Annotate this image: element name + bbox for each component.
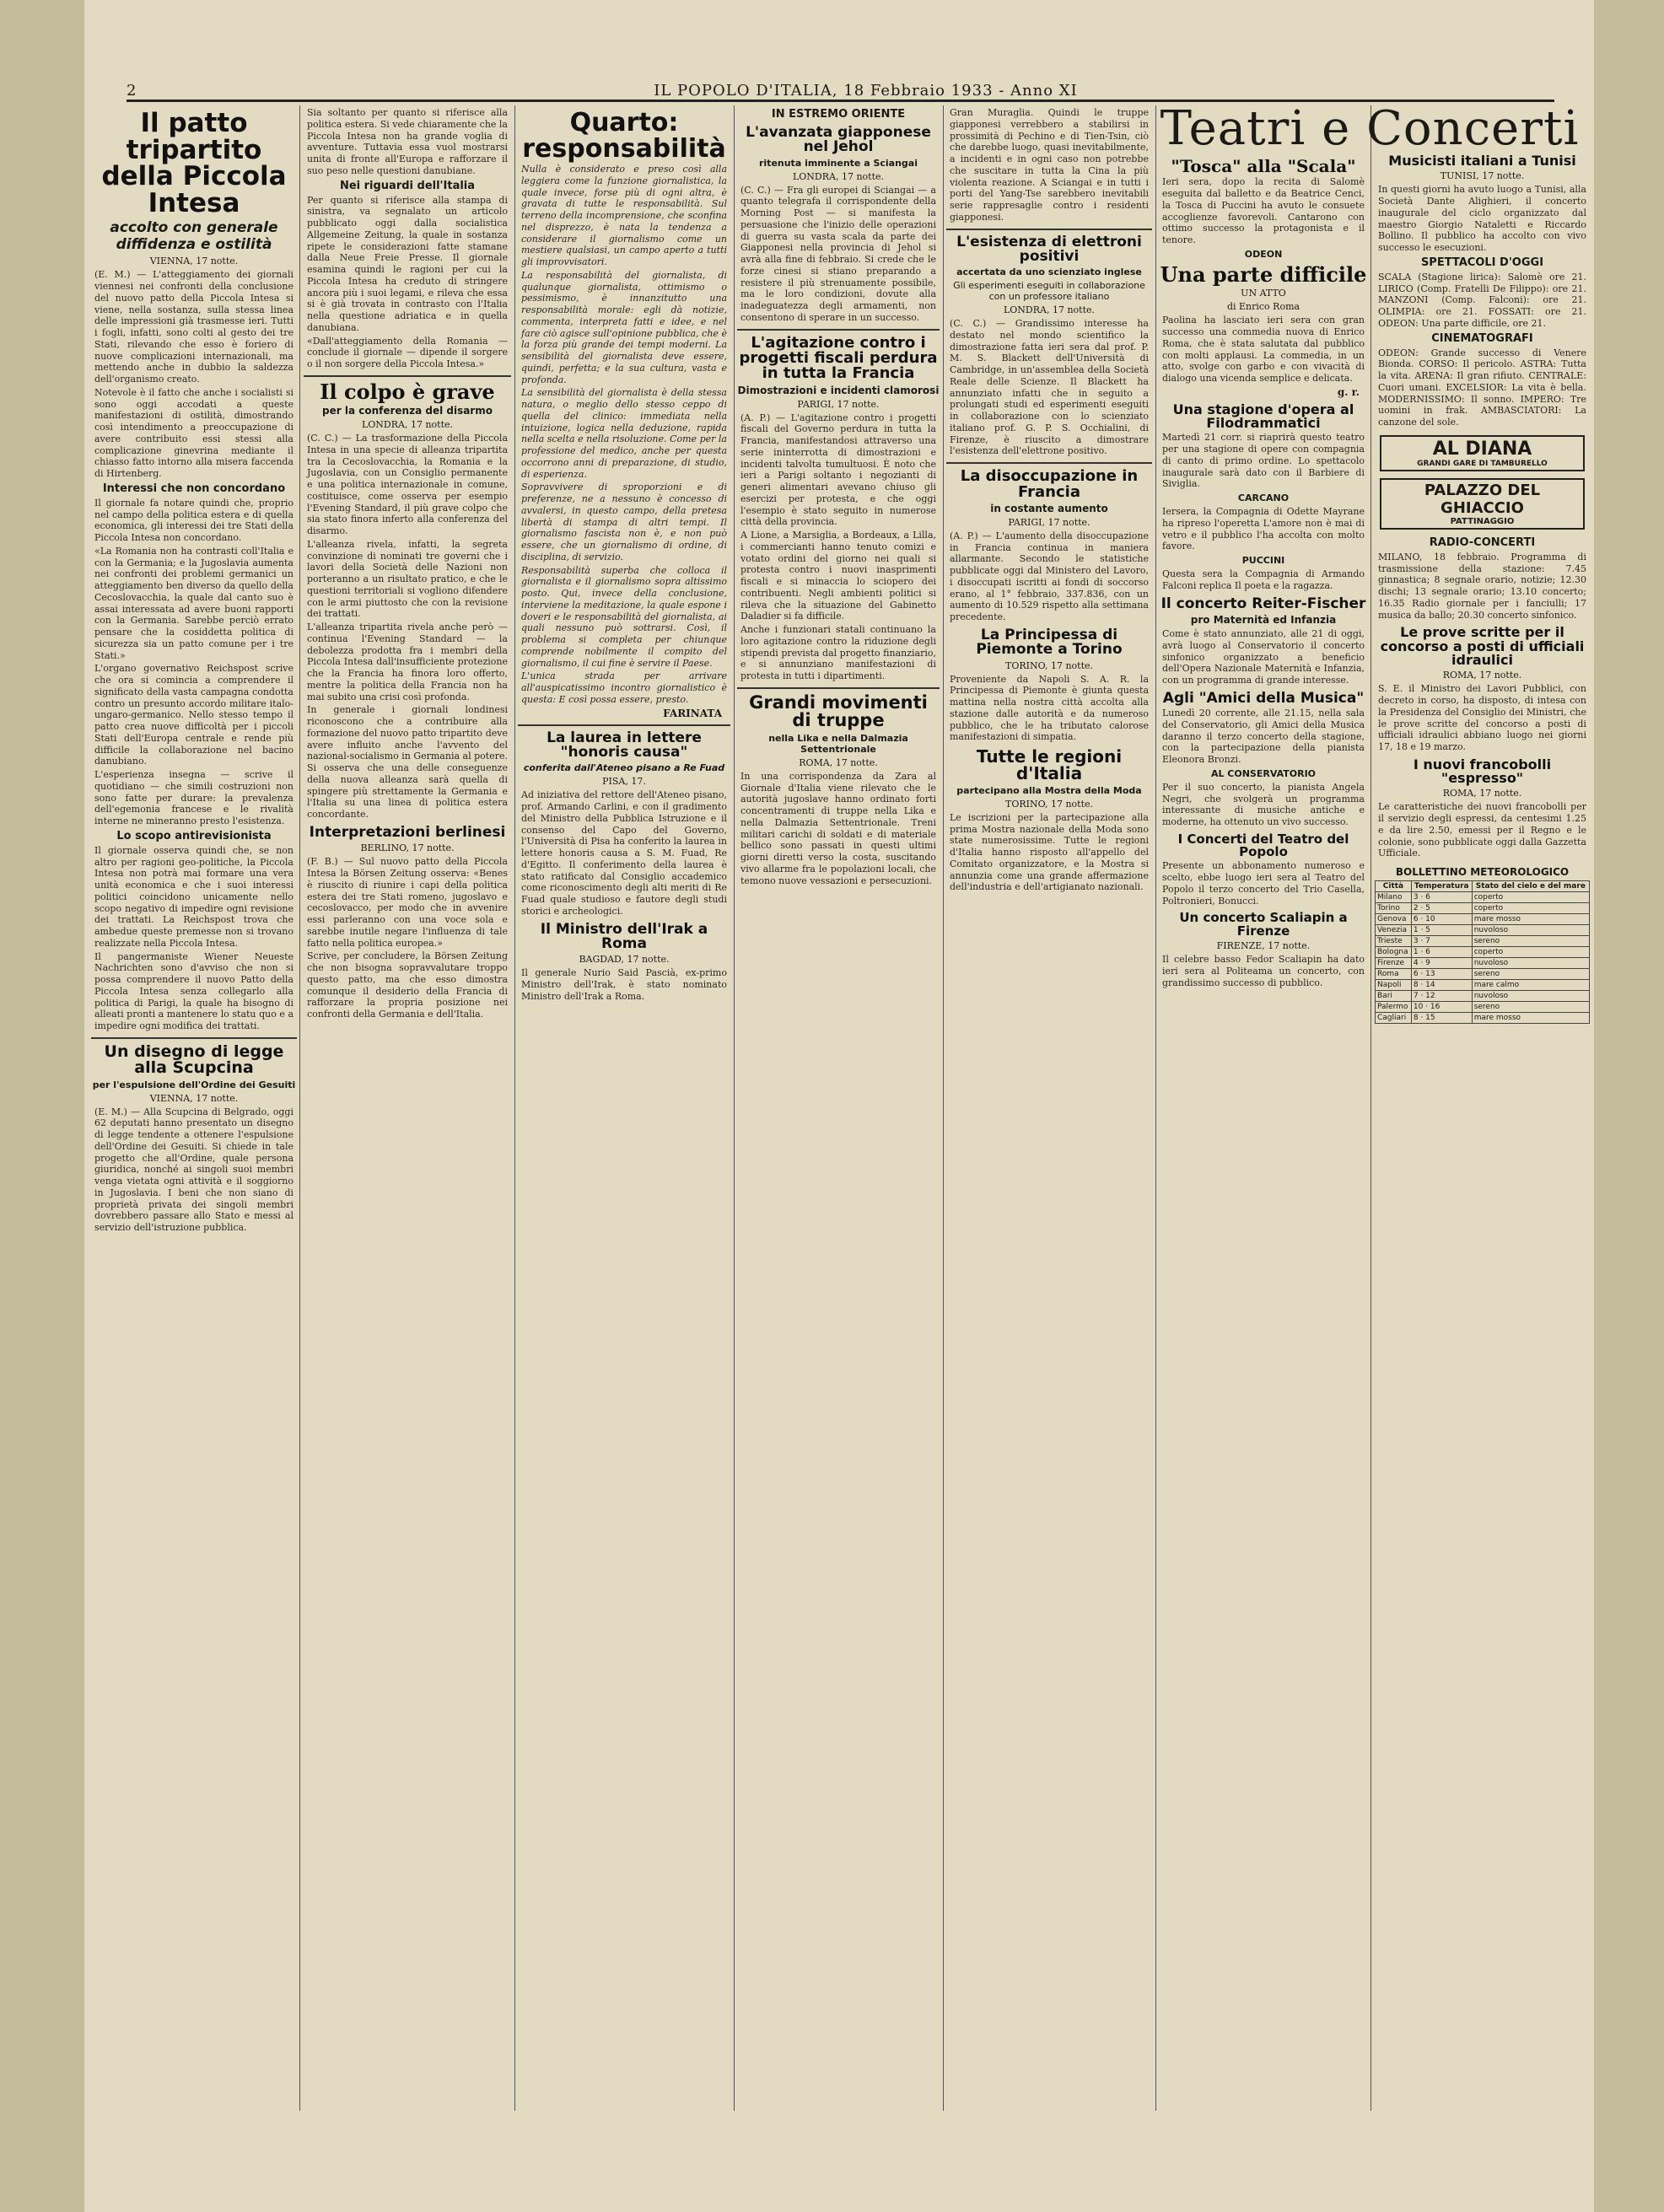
- article-paragraph: (A. P.) — L'agitazione contro i progetti fiscali del Governo perdura in tutta la Francia, manifestandosi attraverso una serie ininterrotta di dimostrazioni e incidenti talvolta tumultuosi. È noto che ieri a Parigi soltanto i negozianti di generi alimentari avevano chiuso gli esercizi per protesta, e che oggi l'esempio è stato seguito in numerose città della provincia.: [740, 412, 936, 528]
- article-paragraph: (C. C.) — Fra gli europei di Sciangai — a quanto telegrafa il corrispondente della Morning Post — si manifesta la persuasione che l'inizio delle operazioni di guerra su vasta scala da parte dei Giapponesi nella provincia di Jehol si avrà alla fine di febbraio. Si crede che le forze cinesi si stiano preparando a resistere il più strenuamente possibile, ma le loro condizioni, dovute alla inadeguatezza degli armamenti, non consentono di sperare in un successo.: [740, 184, 936, 323]
- subheadline: conferita dall'Ateneo pisano a Re Fuad: [523, 762, 725, 774]
- weather-cell: Venezia: [1376, 925, 1412, 936]
- article-divider: [946, 462, 1152, 464]
- headline-movimenti-truppe: Grandi movimenti di truppe: [749, 692, 928, 731]
- section-title-teatri: Teatri e Concerti: [1160, 101, 1580, 156]
- article-paragraph: Ieri sera, dopo la recita di Salomè eseguita dal balletto e da Beatrice Cenci, la Tosca di Puccini ha avuto le consuete accoglienze favorevoli. Cantarono con ottimo successo la protagonista e il tenore.: [1162, 176, 1365, 246]
- headline-elettroni: L'esistenza di elettroni positivi: [956, 233, 1142, 265]
- weather-table: [1375, 880, 1590, 1024]
- headline-ufficiali-idraulici: Le prove scritte per il concorso a posti di ufficiali idraulici: [1380, 624, 1585, 668]
- author-signature: g. r.: [1337, 385, 1360, 398]
- article-divider: [304, 375, 511, 377]
- dateline: VIENNA, 17 notte.: [149, 1092, 239, 1104]
- weather-cell: mare mosso: [1472, 1013, 1589, 1024]
- article-divider: [946, 229, 1152, 230]
- theatre-name: CARCANO: [1237, 492, 1290, 504]
- subheadline: per la conferenza del disarmo: [322, 405, 493, 417]
- weather-cell: 1 · 5: [1411, 925, 1472, 936]
- headline-interpretazioni: Interpretazioni berlinesi: [309, 823, 506, 841]
- dateline: ROMA, 17 notte.: [799, 756, 878, 768]
- column-rule: [1155, 105, 1156, 2111]
- headline-scaliapin: Un concerto Scaliapin a Firenze: [1179, 910, 1348, 939]
- weather-row: [1376, 980, 1590, 991]
- kicker: IN ESTREMO ORIENTE: [771, 108, 906, 121]
- article-divider: [91, 1037, 297, 1039]
- weather-cell: 2 · 5: [1411, 903, 1472, 914]
- column-rule: [734, 105, 735, 2111]
- article-paragraph: Per il suo concerto, la pianista Angela Negri, che svolgerà un programma interessante di musiche antiche e moderne, ha ottenuto un vivo successo.: [1162, 781, 1365, 828]
- weather-cell: 3 · 6: [1411, 892, 1472, 903]
- article-paragraph: Lunedì 20 corrente, alle 21.15, nella sala del Conservatorio, gli Amici della Musica daranno il terzo concerto della stagione, con la partecipazione della pianista Eleonora Bronzi.: [1162, 708, 1365, 766]
- article-paragraph: Questa sera la Compagnia di Armando Falconi replica Il poeta e la ragazza.: [1162, 568, 1365, 591]
- weather-cell: 8 · 14: [1411, 980, 1472, 991]
- dateline: LONDRA, 17 notte.: [792, 170, 885, 182]
- article-paragraph: L'alleanza tripartita rivela anche però — continua l'Evening Standard — la debolezza prodotta fra i membri della Piccola Intesa dall'insufficiente protezione che la Francia ha finora loro offerto, mentre la politica della Francia non ha mai subito una crisi così profonda.: [307, 622, 508, 702]
- article-paragraph: Sia soltanto per quanto si riferisce alla politica estera. Si vede chiaramente che la Piccola Intesa non ha grande voglia di avventure. Tuttavia essa vuol mostrarsi unita di fronte all'Europa e rafforzare il suo peso nelle questioni danubiane.: [307, 107, 508, 176]
- weather-cell: mare calmo: [1472, 980, 1589, 991]
- theatre-name: PUCCINI: [1241, 555, 1285, 567]
- dateline: FIRENZE, 17 notte.: [1216, 940, 1311, 952]
- section-heading: BOLLETTINO METEOROLOGICO: [1395, 866, 1570, 879]
- subheadline: pro Maternità ed Infanzia: [1190, 614, 1337, 627]
- article-paragraph: (F. B.) — Sul nuovo patto della Piccola Intesa la Börsen Zeitung osserva: «Benes è riuscito di riunire i capi della politica estera dei tre Stati romeno, jugoslavo e cecoslovacco, per modo che in avvenire essi parleranno con una voce sola e sarebbe inutile negare l'influenza di tale fatto nella politica europea.»: [307, 856, 508, 949]
- article-paragraph: Il giornale fa notare quindi che, proprio nel campo della politica estera e di quella economica, gli interessi dei tre Stati della Piccola Intesa non concordano.: [94, 497, 293, 544]
- article-paragraph: A Lione, a Marsiglia, a Bordeaux, a Lilla, i commercianti hanno tenuto comizi e votato ordini del giorno nei quali si protesta contro i nuovi inasprimenti fiscali e si minaccia lo sciopero dei contribuenti. Negli ambienti politici si rileva che la situazione del Gabinetto Daladier si fa difficile.: [740, 530, 936, 622]
- headline-piccola-intesa: Il patto tripartito della Piccola Intesa: [101, 108, 287, 218]
- subheadline: per l'espulsione dell'Ordine dei Gesuiti: [92, 1079, 296, 1090]
- weather-cell: Bari: [1376, 991, 1412, 1002]
- masthead: [127, 76, 1554, 102]
- dateline: TORINO, 17 notte.: [1004, 659, 1094, 671]
- weather-row: [1376, 958, 1590, 969]
- column-rule: [299, 105, 300, 2111]
- article-paragraph: Il generale Nurio Said Pascià, ex-primo Ministro dell'Irak, è stato nominato Ministro dell'Irak a Roma.: [521, 967, 727, 1002]
- column-rule: [514, 105, 515, 2111]
- masthead-title: IL POPOLO D'ITALIA, 18 Febbraio 1933 - Anno XI: [654, 82, 1078, 100]
- article-paragraph: (C. C.) — Grandissimo interesse ha destato nel mondo scientifico la dimostrazione fatta ieri sera dal prof. P. M. S. Blackett dell'Università di Cambridge, in un'assemblea della Società Reale delle Scienze. Il Blackett ha annunziato infatti che in seguito a prolungati studi ed esperimenti eseguiti in collaborazione con lo scienziato italiano prof. G. P. S. Occhialini, di Firenze, è riuscito a dimostrare l'esistenza dell'elettrone positivo.: [950, 318, 1149, 457]
- weather-cell: Genova: [1376, 914, 1412, 925]
- page-right-margin: [1594, 0, 1664, 2212]
- article-paragraph: L'esperienza insegna — scrive il quotidiano — che simili costruzioni non sono fatte per durare: la prevalenza dell'egemonia francese e le rivalità interne ne mineranno presto l'esistenza.: [94, 769, 293, 827]
- column-2: [304, 105, 511, 2104]
- weather-header-row: [1376, 881, 1590, 892]
- headline-principessa: La Principessa di Piemonte a Torino: [976, 626, 1123, 659]
- article-paragraph: Notevole è il fatto che anche i socialisti si sono oggi accodati a queste manifestazioni di ostilità, dimostrando così intendimento a preoccupazione di avere contribuito essi stessi alla complicazione ginevrina mediante il chiasso fatto intorno alla misera faccenda di Hirtenberg.: [94, 386, 293, 480]
- article-paragraph: Le caratteristiche dei nuovi francobolli per il servizio degli espressi, da centesimi 1.25 e da lire 2.50, emessi per il Regno e le colonie, sono pubblicate oggi dalla Gazzetta Ufficiale.: [1378, 801, 1586, 859]
- weather-row: [1376, 892, 1590, 903]
- dateline: BAGDAD, 17 notte.: [579, 954, 670, 966]
- editorial-paragraph: Nulla è considerato e preso così alla leggiera come la funzione giornalistica, la quale invece, forse più di ogni altra, è gravata di tutte le responsabilità. Sul terreno della incomprensione, che sconfina nel disprezzo, è nata la tendenza a considerare il giornalismo come un mestiere qualsiasi, un campo aperto a tutti gli improvvisatori.: [521, 164, 727, 268]
- column-7: [1375, 105, 1590, 2104]
- weather-cell: Torino: [1376, 903, 1412, 914]
- weather-cell: Trieste: [1376, 936, 1412, 947]
- weather-cell: Roma: [1376, 969, 1412, 980]
- headline-teatro-popolo: I Concerti del Teatro del Popolo: [1177, 831, 1349, 860]
- weather-row: [1376, 947, 1590, 958]
- article-paragraph: L'alleanza rivela, infatti, la segreta convinzione di nominati tre governi che i lavori della Società delle Nazioni non porteranno a un risultato pratico, e che le questioni territoriali si vogliono difendere con le armi piuttosto che con la revisione dei trattati.: [307, 538, 508, 620]
- weather-header: Città: [1376, 881, 1412, 892]
- article-paragraph: (E. M.) — Alla Scupcina di Belgrado, oggi 62 deputati hanno presentato un disegno di legge tendente a ottenere l'espulsione dell'Ordine dei Gesuiti. Si chiede in tale progetto che all'Ordine, quale persona giuridica, nonché ai singoli suoi membri venga vietata ogni attività e il soggiorno in Jugoslavia. I beni che non siano di proprietà privata dei singoli membri dovrebbero passare allo Stato e messi al servizio dell'istruzione pubblica.: [94, 1106, 293, 1234]
- weather-cell: Firenze: [1376, 958, 1412, 969]
- weather-cell: sereno: [1472, 969, 1589, 980]
- headline-responsabilita: Quarto: responsabilità: [522, 108, 726, 164]
- section-heading: Nei riguardi dell'Italia: [339, 179, 476, 192]
- column-5: [946, 105, 1152, 2104]
- article-paragraph: «La Romania non ha contrasti coll'Italia e con la Germania; e la Jugoslavia aumenta nei confronti dei problemi germanici un atteggiamento ben diverso da quello della Cecoslovacchia, la quale dal canto suo è assai interessata ad avere buoni rapporti con la Germania. Sarebbe perciò errato pensare che la cosiddetta politica di sicurezza sia un patto comune per i tre Stati.»: [94, 545, 293, 661]
- dateline: PARIGI, 17 notte.: [1008, 516, 1090, 528]
- weather-cell: 6 · 13: [1411, 969, 1472, 980]
- headline-scupcina: Un disegno di legge alla Scupcina: [104, 1041, 284, 1078]
- column-1: [91, 105, 297, 2104]
- dateline: PISA, 17.: [602, 776, 646, 788]
- dateline: PARIGI, 17 notte.: [797, 398, 880, 410]
- editorial-paragraph: Sopravvivere di sproporzioni e di preferenze, ne a nessuno è concesso di avvalersi, in questo campo, della pretesa libertà di stampa di altri tempi. Il giornalismo fascista non è, e non può essere, che un giornalismo di ordine, di disciplina, di servizio.: [521, 482, 727, 562]
- article-paragraph: Anche i funzionari statali continuano la loro agitazione contro la riduzione degli stipendi prevista dal progetto finanziario, e si annunziano manifestazioni di protesta in tutti i dipartimenti.: [740, 624, 936, 682]
- dateline: ROMA, 17 notte.: [1442, 670, 1522, 681]
- article-paragraph: (C. C.) — La trasformazione della Piccola Intesa in una specie di alleanza tripartita tra la Cecoslovacchia, la Romania e la Jugoslavia, con un Consiglio permanente e una politica internazionale in comune, costituisce, come osserva per esempio l'Evening Standard, il più grave colpo che sia stato finora inferto alla conferenza del disarmo.: [307, 433, 508, 537]
- weather-row: [1376, 914, 1590, 925]
- listings-text: MILANO, 18 febbraio. Programma di trasmissione della stazione: 7.45 ginnastica; 8 segnale orario, notizie; 12.30 dischi; 13 segnale orario; 13.10 concerto; 16.35 Radio giornale per i fanciulli; 17 musica da ballo; 20.30 concerto sinfonico.: [1378, 551, 1586, 621]
- weather-header: Stato del cielo e del mare: [1472, 881, 1589, 892]
- article-paragraph: Ad iniziativa del rettore dell'Ateneo pisano, prof. Armando Carlini, e con il gradimento del Ministro della Pubblica Istruzione e il consenso del Capo del Governo, l'Università di Pisa ha conferito la laurea in lettere honoris causa a S. M. Fuad, Re d'Egitto. Il conferimento della laurea è stato ratificato dal Consiglio accademico come riconoscimento degli alti meriti di Re Fuad quale studioso e fautore degli studi storici e archeologici.: [521, 789, 727, 917]
- ad-title: AL DIANA: [1432, 438, 1532, 460]
- weather-header: Temperatura: [1411, 881, 1472, 892]
- page-left-margin: [0, 0, 84, 2212]
- headline-filodrammatici: Una stagione d'opera al Filodrammatici: [1172, 401, 1354, 432]
- subheadline: accertata da uno scienziato inglese: [956, 266, 1142, 278]
- weather-cell: mare mosso: [1472, 914, 1589, 925]
- headline-agitazione-francia: L'agitazione contro i progetti fiscali perdura in tutta la Francia: [739, 333, 938, 383]
- listings-text: ODEON: Grande successo di Venere Bionda. CORSO: Il pericolo. ASTRA: Tutta la vita. ARENA: Il gran rifiuto. CENTRALE: Cuori umani. EXCELSIOR: La vita è bella. MODERNISSIMO: Il sonno. IMPERO: Tre uomini in frak. AMBASCIATORI: La canzone del sole.: [1378, 347, 1586, 428]
- weather-cell: 3 · 7: [1411, 936, 1472, 947]
- theatre-name: ODEON: [1244, 248, 1283, 260]
- headline-regioni-italia: Tutte le regioni d'Italia: [976, 746, 1123, 784]
- article-paragraph: Iersera, la Compagnia di Odette Mayrane ha ripreso l'operetta L'amore non è mai di vetro e il pubblico l'ha accolta con molto favore.: [1162, 506, 1365, 552]
- column-rule: [943, 105, 944, 2111]
- dateline: VIENNA, 17 notte.: [149, 256, 239, 267]
- headline-colpo-grave: Il colpo è grave: [320, 379, 495, 404]
- weather-cell: 10 · 16: [1411, 1002, 1472, 1013]
- article-paragraph: Presente un abbonamento numeroso e scelto, ebbe luogo ieri sera al Teatro del Popolo il terzo concerto del Trio Casella, Poltronieri, Bonucci.: [1162, 860, 1365, 907]
- article-paragraph: Paolina ha lasciato ieri sera con gran successo una commedia nuova di Enrico Roma, che è stata salutata dal pubblico con molti applausi. La commedia, in un atto, svolge con garbo e con vivacità di dialogo una vicenda semplice e delicata.: [1162, 315, 1365, 385]
- subheadline: partecipano alla Mostra della Moda: [956, 784, 1142, 796]
- weather-cell: coperto: [1472, 947, 1589, 958]
- weather-cell: Milano: [1376, 892, 1412, 903]
- section-heading: CINEMATOGRAFI: [1431, 331, 1533, 345]
- editorial-paragraph: La responsabilità del giornalista, di qualunque giornalista, ottimismo o pessimismo, è innanzitutto una responsabilità morale: egli dà notizie, commenta, interpreta fatti e idee, e nel fare ciò agisce sull'opinione pubblica, che è la forza più grande dei tempi moderni. La sensibilità del giornalista deve essere, quindi, perfetta; e la sua cultura, vasta e profonda.: [521, 269, 727, 385]
- headline-disoccupazione: La disoccupazione in Francia: [960, 467, 1139, 501]
- subheadline: accolto con generale diffidenza e ostilità: [110, 219, 278, 254]
- article-paragraph: (A. P.) — L'aumento della disoccupazione in Francia continua in maniera allarmante. Secondo le statistiche pubblicate oggi dal Ministero del Lavoro, i disoccupati iscritti ai fondi di soccorso erano, al 1° febbraio, 337.836, con un aumento di 10.529 rispetto alla settimana precedente.: [950, 530, 1149, 623]
- headline-ministro-irak: Il Ministro dell'Irak a Roma: [540, 920, 708, 952]
- article-paragraph: Per quanto si riferisce alla stampa di sinistra, va segnalato un articolo pubblicato oggi dalla socialistica Allgemeine Zeitung, la quale in sostanza ripete le considerazioni fatte stamane dalla Neue Freie Presse. Il giornale esamina quindi le ragioni per cui la Piccola Intesa ha creduto di stringere ancora più i suoi legami, e rileva che essa si è già trovata in contrasto con l'Italia nella questione adriatica e in quella danubiana.: [307, 194, 508, 333]
- subheadline: ritenuta imminente a Sciangai: [758, 157, 918, 169]
- advertisement-palazzo-ghiaccio: [1380, 478, 1585, 530]
- dateline: BERLINO, 17 notte.: [360, 842, 455, 854]
- weather-cell: coperto: [1472, 903, 1589, 914]
- headline-tosca: "Tosca" alla "Scala": [1171, 156, 1356, 176]
- headline-reiter-fischer: Il concerto Reiter-Fischer: [1160, 595, 1366, 612]
- kicker: Gli esperimenti eseguiti in collaborazione con un professore italiano: [953, 280, 1145, 303]
- column-3: [518, 105, 730, 2104]
- dateline: ROMA, 17 notte.: [1442, 788, 1522, 799]
- weather-cell: coperto: [1472, 892, 1589, 903]
- weather-cell: Bologna: [1376, 947, 1412, 958]
- article-paragraph: Il giornale osserva quindi che, se non altro per ragioni geo-politiche, la Piccola Intesa non potrà mai formare una vera unità economica e che i suoi interessi politici coincidono unicamente nello scopo negativo di impedire ogni revisione dei trattati. La Reichspost trova che ambedue queste premesse non si trovano realizzate nella Piccola Intesa.: [94, 844, 293, 949]
- weather-cell: 4 · 9: [1411, 958, 1472, 969]
- headline-laurea: La laurea in lettere "honoris causa": [547, 729, 702, 762]
- weather-cell: nuvoloso: [1472, 958, 1589, 969]
- weather-row: [1376, 925, 1590, 936]
- ad-subtitle: GRANDI GARE DI TAMBURELLO: [1417, 459, 1548, 468]
- weather-row: [1376, 936, 1590, 947]
- article-paragraph: Gran Muraglia. Quindi le truppe giapponesi verrebbero a stabilirsi in prossimità di Pechino e di Tien-Tsin, ciò che darebbe luogo, quasi inevitabilmente, a incidenti e in ogni caso non potrebbe che suscitare in tutta la Cina la più violenta reazione. A Sciangai e in tutti i porti del Yang-Tse sarebbero inevitabili serie rappresaglie contro i residenti giapponesi.: [950, 107, 1149, 223]
- editorial-paragraph: La sensibilità del giornalista è della stessa natura, o meglio dello stesso ceppo di quella del clinico: immediata nella intuizione, logica nella deduzione, rapida nella scelta e nella risoluzione. Come per la professione del medico, anche per questa occorrono anni di preparazione, di studio, di esperienza.: [521, 387, 727, 480]
- subheadline: nella Lika e nella Dalmazia Settentrionale: [768, 732, 908, 755]
- article-paragraph: S. E. il Ministro dei Lavori Pubblici, con decreto in corso, ha disposto, di intesa con la Presidenza del Consiglio dei Ministri, che le prove scritte del concorso a posti di ufficiali idraulici abbiano luogo nei giorni 17, 18 e 19 marzo.: [1378, 683, 1586, 752]
- headline-parte-difficile: Una parte difficile: [1160, 261, 1367, 287]
- subheadline: Dimostrazioni e incidenti clamorosi: [737, 384, 940, 396]
- weather-cell: Cagliari: [1376, 1013, 1412, 1024]
- headline-jehol: L'avanzata giapponese nel Jehol: [746, 124, 931, 156]
- weather-row: [1376, 903, 1590, 914]
- headline-tunisi: Musicisti italiani a Tunisi: [1388, 153, 1576, 169]
- article-paragraph: Martedì 21 corr. si riaprirà questo teatro per una stagione di opere con compagnia di canto di primo ordine. Lo spettacolo inaugurale sarà dato con il Barbiere di Siviglia.: [1162, 432, 1365, 490]
- weather-cell: Napoli: [1376, 980, 1412, 991]
- dateline: LONDRA, 17 notte.: [361, 419, 454, 431]
- article-paragraph: Le iscrizioni per la partecipazione alla prima Mostra nazionale della Moda sono state numerosissime. Tutte le regioni d'Italia hanno risposto all'appello del Comitato organizzatore, e la Mostra si annunzia come una grande affermazione dell'industria e dell'artigianato nazionali.: [950, 811, 1149, 893]
- advertisement-diana: [1380, 435, 1585, 471]
- weather-cell: 1 · 6: [1411, 947, 1472, 958]
- weather-cell: nuvoloso: [1472, 991, 1589, 1002]
- weather-table-body: [1376, 892, 1590, 1024]
- weather-cell: sereno: [1472, 1002, 1589, 1013]
- author-signature: FARINATA: [663, 707, 722, 719]
- weather-cell: 8 · 15: [1411, 1013, 1472, 1024]
- article-paragraph: Il pangermaniste Wiener Neueste Nachrichten sono d'avviso che non si possa comprendere il nuovo Patto della Piccola Intesa senza collegarlo alla politica di Parigi, la quale ha bisogno di alleati pronti a mantenere lo statu quo e a impedire ogni modifica dei trattati.: [94, 950, 293, 1032]
- weather-cell: Palermo: [1376, 1002, 1412, 1013]
- article-paragraph: Il celebre basso Fedor Scaliapin ha dato ieri sera al Politeama un concerto, con grandissimo successo di pubblico.: [1162, 954, 1365, 988]
- dateline: TORINO, 17 notte.: [1004, 798, 1094, 810]
- section-heading: Interessi che non concordano: [102, 482, 286, 495]
- weather-cell: nuvoloso: [1472, 925, 1589, 936]
- weather-row: [1376, 991, 1590, 1002]
- dateline: LONDRA, 17 notte.: [1003, 304, 1096, 316]
- article-paragraph: «Dall'atteggiamento della Romania — conclude il giornale — dipende il sorgere o il non sorgere della Piccola Intesa.»: [307, 335, 508, 369]
- article-paragraph: In una corrispondenza da Zara al Giornale d'Italia viene rilevato che le autorità jugoslave hanno ordinato forti concentramenti di truppe nella Lika e nella Dalmazia Settentrionale. Treni militari carichi di soldati e di materiale bellico sono passati in questi ultimi giorni diretti verso la costa, suscitando vivo allarme fra le popolazioni locali, che temono nuove vessazioni e persecuzioni.: [740, 770, 936, 886]
- article-paragraph: In questi giorni ha avuto luogo a Tunisi, alla Società Dante Alighieri, il concerto inaugurale del ciclo organizzato dal maestro Giorgio Nataletti e Riccardo Bollino. Il pubblico ha accolto con vivo successo le esecuzioni.: [1378, 184, 1586, 254]
- play-author: di Enrico Roma: [1226, 301, 1301, 313]
- article-paragraph: (E. M.) — L'atteggiamento dei giornali viennesi nei confronti della conclusione del nuovo patto della Piccola Intesa si viene, nella sostanza, sulla stessa linea delle impressioni già trasmesse ieri. Tutti i fogli, infatti, sono colti al gesto dei tre Stati, rilevando che esso è foriero di nuove complicazioni internazionali, ma mettendo anche in dubbio la saldezza dell'organismo creato.: [94, 269, 293, 385]
- article-paragraph: L'organo governativo Reichspost scrive che ora si comincia a comprendere il significato della vasta campagna condotta contro un presunto accordo militare italo-ungaro-germanico. Nello stesso tempo il patto crea nuove difficoltà per i piccoli Stati dell'Europa centrale e rende più difficile la collaborazione nel bacino danubiano.: [94, 663, 293, 767]
- column-4: [737, 105, 940, 2104]
- weather-cell: sereno: [1472, 936, 1589, 947]
- section-heading: SPETTACOLI D'OGGI: [1420, 256, 1544, 269]
- weather-cell: 7 · 12: [1411, 991, 1472, 1002]
- weather-row: [1376, 1013, 1590, 1024]
- listings-text: SCALA (Stagione lirica): Salomè ore 21. LIRICO (Comp. Fratelli De Filippo): ore 21. MANZONI (Comp. Falconi): ore 21. OLIMPIA: ore 21. FOSSATI: ore 21. ODEON: Una parte difficile, ore 21.: [1378, 271, 1586, 329]
- weather-row: [1376, 969, 1590, 980]
- section-heading: Lo scopo antirevisionista: [116, 829, 272, 842]
- ad-subtitle: PATTINAGGIO: [1450, 516, 1515, 526]
- weather-row: [1376, 1002, 1590, 1013]
- editorial-paragraph: Responsabilità superba che colloca il giornalista e il giornalismo sopra altissimo posto. Qui, invece della conclusione, interviene la meditazione, la quale espone i doveri e le responsabilità del giornalista, ai quali nessuno può sottrarsi. Così, il problema si completa per chiunque comprende nobilmente il compito del giornalismo, il cui fine è servire il Paese.: [521, 564, 727, 669]
- headline-amici-musica: Agli "Amici della Musica": [1162, 689, 1365, 707]
- headline-francobolli: I nuovi francobolli "espresso": [1413, 756, 1552, 787]
- weather-cell: 6 · 10: [1411, 914, 1472, 925]
- subheadline: in costante aumento: [990, 502, 1108, 514]
- article-paragraph: Proveniente da Napoli S. A. R. la Principessa di Piemonte è giunta questa mattina nella nostra città accolta alla stazione dalle autorità e da numeroso pubblico, che le ha tributato calorose manifestazioni di simpatia.: [950, 673, 1149, 743]
- article-divider: [737, 329, 940, 331]
- dateline: TUNISI, 17 notte.: [1440, 170, 1525, 182]
- article-paragraph: In generale i giornali londinesi riconoscono che a contribuire alla formazione del nuovo patto tripartito deve avere influito anche l'avvento del nazional-socialismo in Germania al potere. Si osserva che una delle conseguenze della nuova alleanza sarà quella di spingere più strettamente la Germania e l'Italia su una linea di politica estera concordante.: [307, 704, 508, 821]
- section-heading: RADIO-CONCERTI: [1429, 536, 1536, 549]
- article-divider: [518, 724, 730, 726]
- editorial-paragraph: L'unica strada per arrivare all'auspicatissimo incontro giornalistico è questa: E così possa essere, presto.: [521, 670, 727, 705]
- theatre-name: AL CONSERVATORIO: [1210, 767, 1317, 779]
- article-paragraph: Scrive, per concludere, la Börsen Zeitung che non bisogna sopravvalutare troppo questo patto, ma che esso dimostra comunque il desiderio della Francia di rafforzare la propria posizione nei confronti della Germania e dell'Italia.: [307, 950, 508, 1020]
- article-divider: [737, 687, 940, 689]
- play-subtitle: UN ATTO: [1241, 288, 1286, 299]
- ad-title: PALAZZO DEL GHIACCIO: [1424, 481, 1541, 517]
- article-paragraph: Come è stato annunziato, alle 21 di oggi, avrà luogo al Conservatorio il concerto sinfonico organizzato a beneficio dell'Opera Nazionale Maternità e Infanzia, con un programma di grande interesse.: [1162, 628, 1365, 686]
- page-number: 2: [127, 82, 137, 100]
